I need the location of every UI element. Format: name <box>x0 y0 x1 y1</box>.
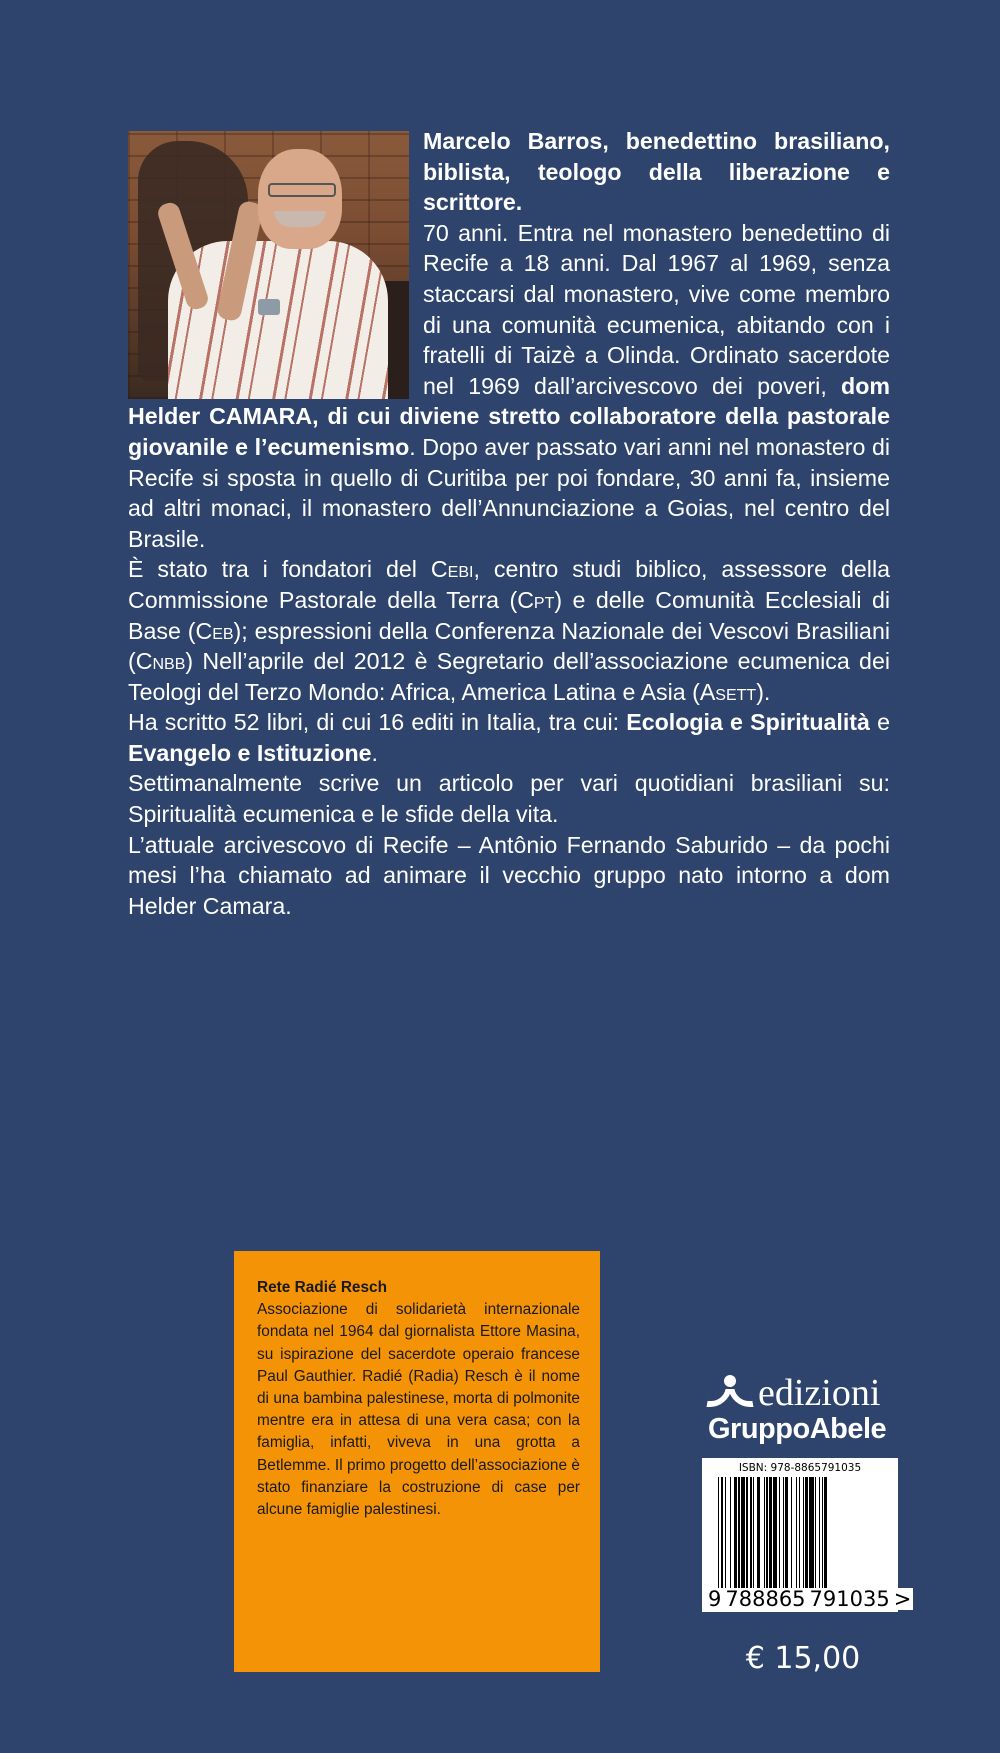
barcode-bar <box>827 1477 828 1589</box>
association-box <box>234 1251 600 1672</box>
bio-text: , centro studi biblico, assessore della Commissione Pastorale della Terra ( <box>128 556 891 613</box>
bio-bold-text: dom Helder CAMARA, di cui diviene stretto collaboratore della pastorale giovanile e l’ecumenismo <box>128 372 890 460</box>
author-biography <box>128 126 890 921</box>
barcode-digit-group-1: 788865 <box>725 1587 806 1611</box>
bio-text: Ha scritto 52 libri, di cui 16 editi in Italia, tra cui: <box>128 709 627 736</box>
barcode-end-marker: > <box>893 1587 912 1611</box>
barcode-digit-first: 9 <box>708 1587 722 1611</box>
isbn-barcode <box>702 1458 912 1612</box>
figure-left-arm-icon <box>706 1389 731 1407</box>
logo-top-row <box>708 1372 908 1414</box>
acronym-asett: Asett <box>699 678 757 705</box>
bio-paragraph-4: Settimanalmente scrive un articolo per vari quotidiani brasiliani su: Spiritualità ecumenica e le sfide della vita. <box>128 770 890 828</box>
bio-text: 70 anni. Entra nel monastero benedettino di Recife a 18 anni. Dal 1967 al 1969, senza staccarsi dal monastero, vive come membro di una comunità ecumenica, abitando con i fratelli di Taizè a Olinda. Ordinato sacerdote nel 1969 dall’arcivescovo dei poveri, <box>423 219 890 399</box>
gruppo-abele-figure-icon <box>708 1375 752 1411</box>
bio-paragraph-5: L’attuale arcivescovo di Recife – Antônio Fernando Saburido – da pochi mesi l’ha chiamato ad animare il vecchio gruppo nato intorno a dom Helder Camara. <box>128 831 890 919</box>
bio-text: . Dopo aver passato vari anni nel monastero di Recife si sposta in quello di Curitiba per poi fondare, 30 anni fa, insieme ad altri monaci, il monastero dell’Annunciazione a Goias, nel centro del Brasile. <box>128 433 890 552</box>
bio-text: ) Nell’aprile del 2012 è Segretario dell’associazione ecumenica dei Teologi del Terzo Mondo: Africa, America Latina e Asia ( <box>128 648 890 705</box>
bio-text: . <box>371 739 378 766</box>
bio-paragraph-3 <box>128 707 890 768</box>
photo-spacer <box>128 126 409 398</box>
price: € 15,00 <box>745 1641 861 1676</box>
association-title: Rete Radié Resch <box>257 1279 388 1296</box>
logo-gruppo-abele: GruppoAbele <box>708 1413 887 1445</box>
acronym-cebi: Cebi <box>430 556 474 583</box>
publisher-logo <box>708 1372 908 1445</box>
acronym-cpt: Cpt <box>517 586 555 613</box>
figure-right-arm-icon <box>728 1389 753 1407</box>
logo-edizioni: edizioni <box>758 1372 881 1414</box>
bio-text: e <box>869 709 890 736</box>
bio-text: È stato tra i fondatori del <box>128 556 431 583</box>
isbn-label: ISBN: 978-8865791035 <box>738 1462 862 1474</box>
barcode-digits <box>706 1587 912 1611</box>
association-description: Associazione di solidarietà internazionale fondata nel 1964 dal giornalista Ettore Masina, su ispirazione del sacerdote operaio francese Paul Gauthier. Radié (Radia) Resch è il nome di una bambina palestinese, morta di polmonite mentre era in attesa di una vera casa; con la famiglia, infatti, viveva in una grotta a Betlemme. Il primo progetto dell’associazione è stato finanziare la costruzione di case per alcune famiglie palestinesi. <box>257 1301 580 1519</box>
book-title-1: Ecologia e Spiritualità <box>626 709 870 736</box>
bio-paragraph-2 <box>128 554 890 707</box>
book-title-2: Evangelo e Istituzione <box>128 739 372 766</box>
bio-intro-bold: Marcelo Barros, benedettino brasiliano, biblista, teologo della liberazione e scrittore. <box>423 128 890 216</box>
bio-text: ). <box>756 678 771 705</box>
bio-text: ); espressioni della Conferenza Nazionale dei Vescovi Brasiliani ( <box>128 617 891 675</box>
bio-text: ) e delle Comunità Ecclesiali di Base ( <box>128 586 891 644</box>
figure-head-icon <box>724 1375 736 1387</box>
acronym-cnbb: Cnbb <box>135 648 186 675</box>
barcode-digit-group-2: 791035 <box>809 1587 890 1611</box>
acronym-ceb: Ceb <box>195 617 234 644</box>
barcode-bars <box>718 1477 892 1589</box>
